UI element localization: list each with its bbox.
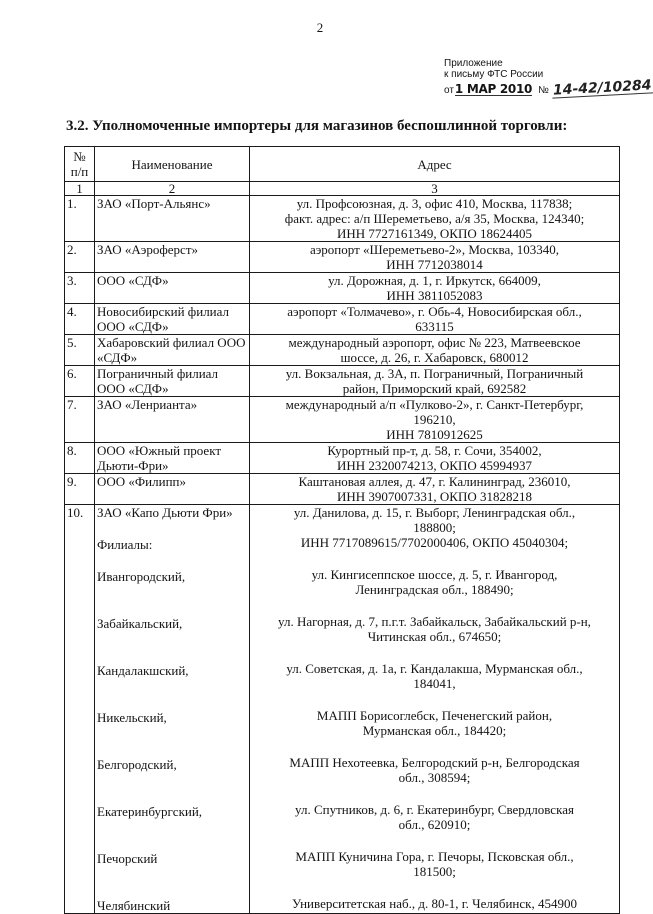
table-row [65,196,620,242]
branch-name: Белгородский, [97,757,177,772]
branch-address-line: 181500; [413,864,456,879]
table-header-row [65,147,620,182]
company-name: Хабаровский филиал ООО «СДФ» [95,335,250,366]
date-stamp: 1 МАР 2010 [454,82,533,96]
address-line: ИНН 7810912625 [386,427,483,442]
address-line: Каштановая аллея, д. 47, г. Калининград, 236010, [298,474,571,489]
branch-name-block [97,804,247,834]
company-address [250,196,620,242]
branch-address-line: 184041, [413,676,456,691]
appendix-letter-ref: к письму ФТС России [444,69,544,80]
branch-name-block [97,569,247,599]
table-row [65,273,620,304]
address-line: факт. адрес: а/п Шереметьево, а/я 35, Москва, 124340; [284,211,585,226]
branch-address-line: МАПП Борисоглебск, Печенегский район, [316,708,553,723]
company-name: ЗАО «Ленрианта» [95,397,250,443]
appendix-block [444,58,652,99]
branch-address-line: Ленинградская обл., 188490; [355,582,514,597]
branch-address-line: МАПП Нехотеевка, Белгородский р-н, Белгородская [289,755,580,770]
address-line: международный аэропорт, офис № 223, Матвеевское [288,335,581,350]
branch-address-block [252,661,617,691]
row-number: 6. [65,366,95,397]
branch-name: Ивангородский, [97,569,186,584]
row-number: 3. [65,273,95,304]
appendix-date-number [444,77,652,99]
table-row [65,242,620,273]
branch-address-line: Читинская обл., 674650; [367,629,502,644]
branch-name-block [97,710,247,740]
branch-address-line: обл., 620910; [398,817,471,832]
address-line: ИНН 3907007331, ОКПО 31828218 [337,489,532,504]
branch-name: Екатеринбургский, [97,804,203,819]
company-name: ЗАО «Аэроферст» [95,242,250,273]
row-number: 8. [65,443,95,474]
address-line: район, Приморский край, 692582 [342,381,527,396]
table-row [65,304,620,335]
address-line: ИНН 2320074213, ОКПО 45994937 [337,458,532,473]
branch-address-block [252,896,617,911]
company-name: ЗАО «Капо Дьюти Фри» [97,505,233,520]
number-label: № [538,85,549,96]
header-name: Наименование [95,147,250,182]
branch-address-line: ул. Нагорная, д. 7, п.г.т. Забайкальск, Забайкальский р-н, [278,614,591,629]
branch-address-block [252,614,617,644]
column-numbers-row [65,182,620,196]
company-address [250,304,620,335]
handwritten-number: 14-42/10284 [552,77,652,99]
company-address [250,397,620,443]
branch-address-line: МАПП Куничина Гора, г. Печоры, Псковская обл., [295,849,574,864]
branch-address-line: ул. Спутников, д. 6, г. Екатеринбург, Свердловская [295,802,574,817]
address-line: Курортный пр-т, д. 58, г. Сочи, 354002, [327,443,542,458]
branch-address-block [252,708,617,738]
address-line: ул. Данилова, д. 15, г. Выборг, Ленинградская обл., [293,505,576,520]
from-label: от [444,85,454,96]
address-line: ул. Дорожная, д. 1, г. Иркутск, 664009, [328,273,541,288]
address-line: 633115 [415,319,454,334]
branch-address-line: ул. Советская, д. 1а, г. Кандалакша, Мурманская обл., [286,661,583,676]
company-and-branches [95,505,250,914]
address-line: ИНН 3811052083 [386,288,483,303]
branch-name-block [97,757,247,787]
table-row [65,397,620,443]
table-row [65,366,620,397]
row-number: 1. [65,196,95,242]
branch-name: Никельский, [97,710,167,725]
company-address [250,474,620,505]
company-name: ООО «СДФ» [95,273,250,304]
branch-name: Забайкальский, [97,616,183,631]
importers-table [64,146,620,914]
company-and-branch-addresses [250,505,620,914]
row-number: 5. [65,335,95,366]
address-line: аэропорт «Шереметьево-2», Москва, 103340, [309,242,560,257]
address-line: шоссе, д. 26, г. Хабаровск, 680012 [340,350,529,365]
branch-address-line: Мурманская обл., 184420; [362,723,507,738]
company-address [250,335,620,366]
branch-address-line: ул. Кингисеппское шоссе, д. 5, г. Ивангород, [311,567,558,582]
branch-name-block [97,851,247,881]
column-number-1: 1 [65,182,95,196]
address-line: аэропорт «Толмачево», г. Обь-4, Новосибирская обл., [287,304,582,319]
row-number: 7. [65,397,95,443]
address-line: ул. Вокзальная, д. 3А, п. Пограничный, Пограничный [285,366,584,381]
column-number-3: 3 [250,182,620,196]
branch-name-block [97,663,247,693]
address-line: ул. Профсоюзная, д. 3, офис 410, Москва, 117838; [296,196,573,211]
branch-name-block [97,898,247,913]
branch-name: Печорский [97,851,158,866]
table-row [65,443,620,474]
branch-name: Кандалакшский, [97,663,189,678]
row-number: 9. [65,474,95,505]
address-line: 196210, [413,412,456,427]
page-number: 2 [316,20,324,35]
table-row-10 [65,505,620,914]
company-address [250,366,620,397]
row-number: 4. [65,304,95,335]
header-number: № п/п [65,147,95,182]
address-line: 188800; [413,520,456,535]
company-name: Пограничный филиал ООО «СДФ» [95,366,250,397]
branch-name: Челябинский [97,898,171,913]
company-name: ООО «Филипп» [95,474,250,505]
column-number-2: 2 [95,182,250,196]
company-name: ООО «Южный проект Дьюти-Фри» [95,443,250,474]
branch-address-line: обл., 308594; [398,770,471,785]
branch-address-block [252,755,617,785]
table-row [65,474,620,505]
appendix-title: Приложение [444,58,503,69]
branch-address-block [252,567,617,597]
address-line: ИНН 7727161349, ОКПО 18624405 [337,226,532,241]
branch-address-block [252,849,617,879]
address-line: международный а/п «Пулково-2», г. Санкт-Петербург, [285,397,584,412]
company-name: Новосибирский филиал ООО «СДФ» [95,304,250,335]
branch-name-block [97,616,247,646]
company-name: ЗАО «Порт-Альянс» [95,196,250,242]
branch-address-block [252,802,617,832]
company-address [250,443,620,474]
table-row [65,335,620,366]
branches-inn: ИНН 7717089615/7702000406, ОКПО 45040304; [300,535,569,550]
company-address [250,242,620,273]
row-number: 2. [65,242,95,273]
branch-address-line: Университетская наб., д. 80-1, г. Челябинск, 454900 [292,896,577,911]
company-address [250,273,620,304]
branches-label: Филиалы: [97,537,153,552]
section-title: 3.2. Уполномоченные импортеры для магазинов беспошлинной торговли: [66,118,568,134]
header-address: Адрес [250,147,620,182]
row-number: 10. [65,505,95,914]
address-line: ИНН 7712038014 [386,257,483,272]
